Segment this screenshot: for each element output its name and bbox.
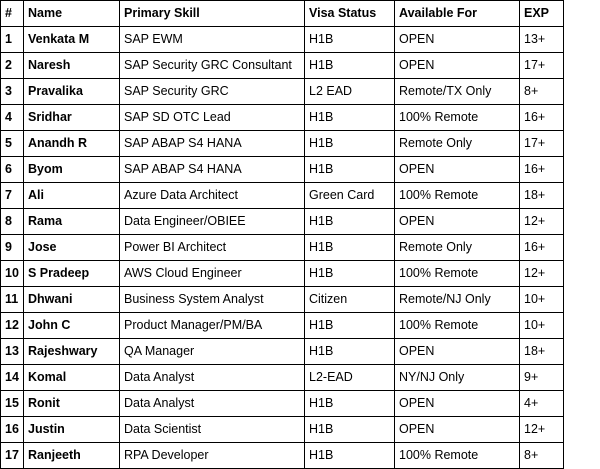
cell-available: Remote Only xyxy=(395,131,520,157)
cell-exp: 10+ xyxy=(520,313,564,339)
table-row xyxy=(1,261,564,287)
column-header-visa: Visa Status xyxy=(305,1,395,27)
cell-skill: Azure Data Architect xyxy=(120,183,305,209)
table-row xyxy=(1,131,564,157)
cell-available: OPEN xyxy=(395,53,520,79)
cell-visa: H1B xyxy=(305,313,395,339)
cell-available: 100% Remote xyxy=(395,313,520,339)
cell-exp: 12+ xyxy=(520,209,564,235)
cell-available: 100% Remote xyxy=(395,261,520,287)
cell-number: 3 xyxy=(1,79,24,105)
table-row xyxy=(1,209,564,235)
table-row xyxy=(1,79,564,105)
table-row xyxy=(1,391,564,417)
cell-exp: 10+ xyxy=(520,287,564,313)
cell-skill: Product Manager/PM/BA xyxy=(120,313,305,339)
cell-name: Dhwani xyxy=(24,287,120,313)
cell-name: Rajeshwary xyxy=(24,339,120,365)
cell-number: 13 xyxy=(1,339,24,365)
cell-number: 11 xyxy=(1,287,24,313)
cell-name: Anandh R xyxy=(24,131,120,157)
cell-visa: H1B xyxy=(305,235,395,261)
cell-skill: QA Manager xyxy=(120,339,305,365)
table-row xyxy=(1,183,564,209)
cell-visa: H1B xyxy=(305,417,395,443)
cell-number: 14 xyxy=(1,365,24,391)
cell-exp: 16+ xyxy=(520,235,564,261)
cell-skill: Data Scientist xyxy=(120,417,305,443)
cell-number: 7 xyxy=(1,183,24,209)
cell-exp: 17+ xyxy=(520,53,564,79)
cell-visa: L2-EAD xyxy=(305,365,395,391)
table-row xyxy=(1,313,564,339)
cell-name: Komal xyxy=(24,365,120,391)
cell-available: Remote Only xyxy=(395,235,520,261)
table-header-row xyxy=(1,1,564,27)
cell-name: Venkata M xyxy=(24,27,120,53)
cell-available: OPEN xyxy=(395,391,520,417)
cell-number: 6 xyxy=(1,157,24,183)
cell-name: Rama xyxy=(24,209,120,235)
column-header-name: Name xyxy=(24,1,120,27)
cell-visa: H1B xyxy=(305,27,395,53)
cell-exp: 8+ xyxy=(520,79,564,105)
table-row xyxy=(1,105,564,131)
cell-number: 17 xyxy=(1,443,24,469)
column-header-number: # xyxy=(1,1,24,27)
cell-exp: 12+ xyxy=(520,417,564,443)
cell-exp: 16+ xyxy=(520,157,564,183)
table-row xyxy=(1,235,564,261)
column-header-exp: EXP xyxy=(520,1,564,27)
table-row xyxy=(1,339,564,365)
cell-number: 4 xyxy=(1,105,24,131)
cell-name: S Pradeep xyxy=(24,261,120,287)
cell-visa: H1B xyxy=(305,391,395,417)
cell-name: Ranjeeth xyxy=(24,443,120,469)
cell-exp: 17+ xyxy=(520,131,564,157)
cell-available: Remote/TX Only xyxy=(395,79,520,105)
cell-skill: Data Analyst xyxy=(120,391,305,417)
cell-exp: 8+ xyxy=(520,443,564,469)
cell-available: Remote/NJ Only xyxy=(395,287,520,313)
cell-skill: Data Analyst xyxy=(120,365,305,391)
table-row xyxy=(1,27,564,53)
cell-exp: 4+ xyxy=(520,391,564,417)
cell-number: 1 xyxy=(1,27,24,53)
cell-available: OPEN xyxy=(395,27,520,53)
cell-visa: H1B xyxy=(305,261,395,287)
cell-number: 8 xyxy=(1,209,24,235)
cell-number: 12 xyxy=(1,313,24,339)
cell-visa: H1B xyxy=(305,53,395,79)
cell-name: Sridhar xyxy=(24,105,120,131)
cell-available: 100% Remote xyxy=(395,443,520,469)
cell-available: OPEN xyxy=(395,157,520,183)
cell-name: Justin xyxy=(24,417,120,443)
cell-skill: SAP Security GRC xyxy=(120,79,305,105)
cell-skill: SAP Security GRC Consultant xyxy=(120,53,305,79)
cell-name: Jose xyxy=(24,235,120,261)
cell-available: 100% Remote xyxy=(395,105,520,131)
cell-skill: Data Engineer/OBIEE xyxy=(120,209,305,235)
cell-available: OPEN xyxy=(395,339,520,365)
cell-visa: Citizen xyxy=(305,287,395,313)
cell-number: 16 xyxy=(1,417,24,443)
cell-visa: H1B xyxy=(305,131,395,157)
cell-exp: 12+ xyxy=(520,261,564,287)
cell-exp: 18+ xyxy=(520,339,564,365)
table-row xyxy=(1,365,564,391)
cell-visa: H1B xyxy=(305,105,395,131)
cell-number: 2 xyxy=(1,53,24,79)
cell-skill: AWS Cloud Engineer xyxy=(120,261,305,287)
cell-available: 100% Remote xyxy=(395,183,520,209)
cell-skill: SAP EWM xyxy=(120,27,305,53)
cell-name: John C xyxy=(24,313,120,339)
cell-name: Pravalika xyxy=(24,79,120,105)
cell-visa: H1B xyxy=(305,339,395,365)
cell-visa: H1B xyxy=(305,209,395,235)
cell-skill: Power BI Architect xyxy=(120,235,305,261)
column-header-avail: Available For xyxy=(395,1,520,27)
cell-visa: Green Card xyxy=(305,183,395,209)
cell-number: 9 xyxy=(1,235,24,261)
cell-number: 5 xyxy=(1,131,24,157)
table-body xyxy=(1,27,564,469)
cell-available: OPEN xyxy=(395,417,520,443)
cell-exp: 13+ xyxy=(520,27,564,53)
cell-name: Ali xyxy=(24,183,120,209)
table-row xyxy=(1,443,564,469)
table-row xyxy=(1,157,564,183)
cell-number: 15 xyxy=(1,391,24,417)
cell-visa: H1B xyxy=(305,157,395,183)
cell-name: Naresh xyxy=(24,53,120,79)
cell-number: 10 xyxy=(1,261,24,287)
cell-available: NY/NJ Only xyxy=(395,365,520,391)
cell-skill: SAP SD OTC Lead xyxy=(120,105,305,131)
table-row xyxy=(1,53,564,79)
table-row xyxy=(1,417,564,443)
cell-visa: L2 EAD xyxy=(305,79,395,105)
table-row xyxy=(1,287,564,313)
cell-visa: H1B xyxy=(305,443,395,469)
cell-name: Ronit xyxy=(24,391,120,417)
cell-exp: 16+ xyxy=(520,105,564,131)
cell-skill: Business System Analyst xyxy=(120,287,305,313)
cell-exp: 9+ xyxy=(520,365,564,391)
cell-exp: 18+ xyxy=(520,183,564,209)
cell-skill: RPA Developer xyxy=(120,443,305,469)
column-header-skill: Primary Skill xyxy=(120,1,305,27)
cell-name: Byom xyxy=(24,157,120,183)
cell-skill: SAP ABAP S4 HANA xyxy=(120,157,305,183)
cell-skill: SAP ABAP S4 HANA xyxy=(120,131,305,157)
cell-available: OPEN xyxy=(395,209,520,235)
